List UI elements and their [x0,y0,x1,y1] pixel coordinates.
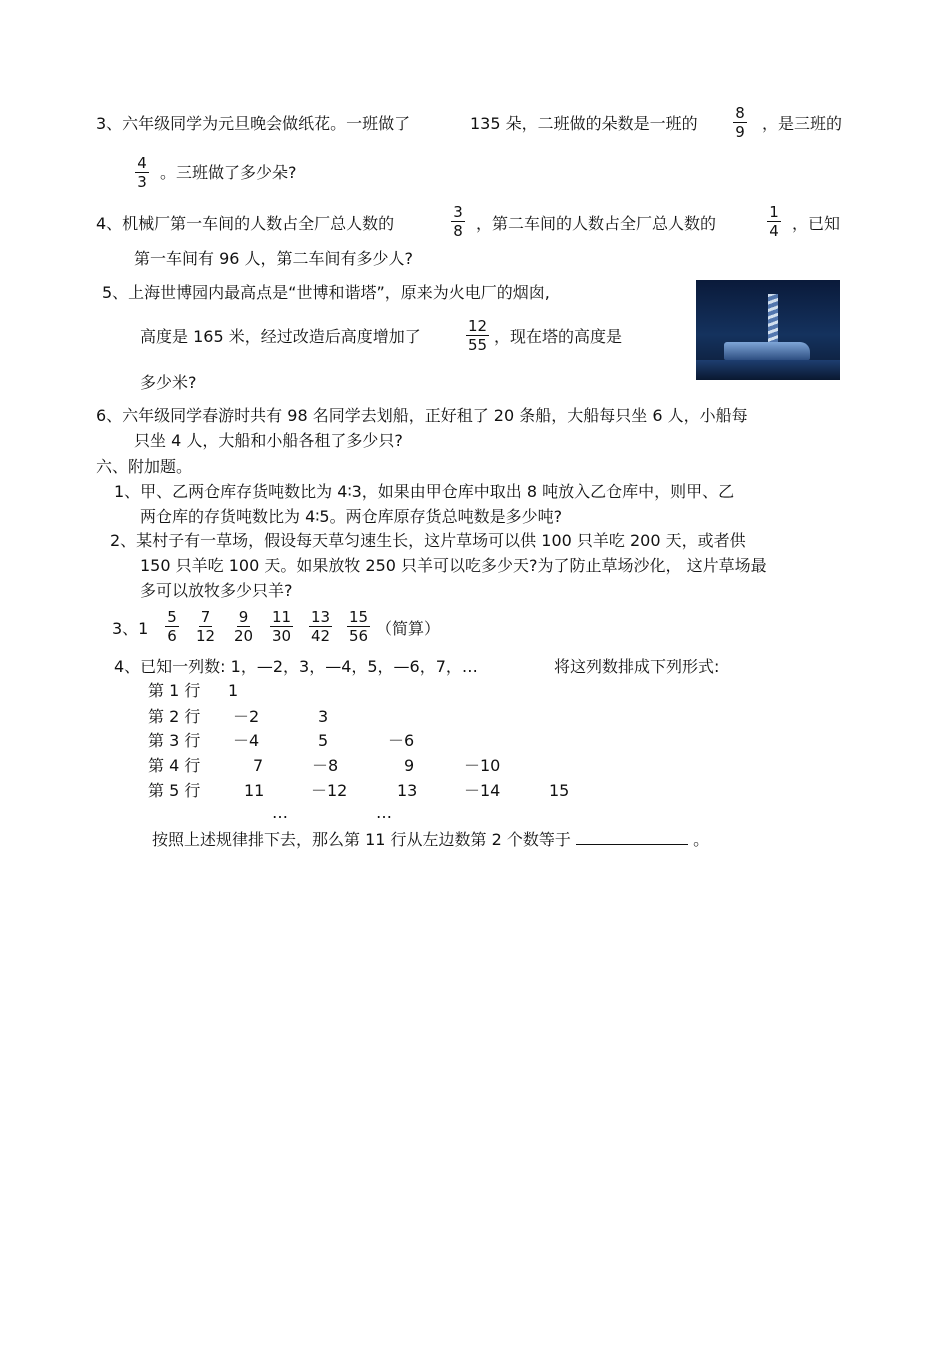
a3-fraction-2 [194,608,217,645]
row-label: 第 4 行 [148,756,201,775]
row-cell: 13 [397,781,418,800]
row-label: 第 3 行 [148,731,201,750]
row-cell: －2 [233,707,260,726]
row-cell: 5 [318,731,329,750]
a3-fraction-numerator: 9 [238,608,249,626]
q3-fraction-1-denominator: 9 [735,123,745,141]
q5-line2-part1: 高度是 165 米，经过改造后高度增加了 [140,327,421,346]
row-cell: －8 [312,756,339,775]
q6-line2: 只坐 4 人，大船和小船各租了多少只? [134,431,403,450]
q3-line1-part2: 135 朵，二班做的朵数是一班的 [470,114,698,133]
a3-note: （简算） [376,619,441,638]
answer-blank[interactable] [576,830,688,845]
q3-fraction-1 [732,104,748,141]
a3-fraction-numerator: 13 [311,608,331,626]
a4-conclusion [152,830,709,850]
q3-fraction-2 [134,154,150,191]
a3-fraction-6 [347,608,370,645]
building-shape [724,342,810,360]
q4-fraction-1 [450,203,466,240]
q4-fraction-1-numerator: 3 [453,203,463,221]
row-cell: 9 [404,756,415,775]
row-label: 第 5 行 [148,781,201,800]
q6-line1: 6、六年级同学春游时共有 98 名同学去划船，正好租了 20 条船，大船每只坐 6 人，小船每 [96,406,748,425]
a3-fraction-denominator: 30 [272,627,292,645]
a3-fraction-numerator: 5 [167,608,177,626]
row-label: 第 2 行 [148,707,201,726]
q5-fraction-numerator: 12 [468,317,488,335]
q3-fraction-2-denominator: 3 [137,173,147,191]
a3-fraction-denominator: 6 [167,627,177,645]
q4-line1-part1: 4、机械厂第一车间的人数占全厂总人数的 [96,214,395,233]
a2-line2: 150 只羊吃 100 天。如果放牧 250 只羊可以吃多少天?为了防止草场沙化， 这片草场最 [140,556,767,575]
a3-fraction-4 [270,608,293,645]
a3-fraction-5 [309,608,332,645]
a3-fraction-denominator: 42 [311,627,331,645]
tower-photo [696,280,840,380]
q5-fraction-denominator: 55 [468,336,488,354]
q4-line1-part2: ，第二车间的人数占全厂总人数的 [476,214,717,233]
q5-line3: 多少米? [140,373,197,392]
a2-line3: 多可以放牧多少只羊? [140,581,293,600]
a4-conclusion-text: 按照上述规律排下去，那么第 11 行从左边数第 2 个数等于 [152,830,571,849]
q3-line1-part1: 3、六年级同学为元旦晚会做纸花。一班做了 [96,114,411,133]
row-cell: 3 [318,707,329,726]
q4-line2: 第一车间有 96 人，第二车间有多少人? [134,249,414,268]
a4-conclusion-end: 。 [693,830,710,849]
water-reflection [696,360,840,380]
row-cell: 11 [244,781,265,800]
row-cell: －4 [233,731,260,750]
row-cell: －10 [464,756,501,775]
a1-line2: 两仓库的存货吨数比为 4∶5。两仓库原存货总吨数是多少吨? [140,507,563,526]
a3-fraction-denominator: 56 [349,627,369,645]
row-cell: 7 [253,756,264,775]
q4-line1-part3: ，已知 [792,214,841,233]
a3-fraction-1 [164,608,180,645]
row-label: 第 1 行 [148,681,201,700]
a3-fraction-numerator: 15 [349,608,369,626]
q5-line1: 5、上海世博园内最高点是“世博和谐塔”，原来为火电厂的烟囱, [102,283,550,302]
q4-fraction-2 [766,203,782,240]
q5-fraction [466,317,489,354]
q4-fraction-2-numerator: 1 [769,203,779,221]
q3-line2: 。三班做了多少朵? [160,163,297,182]
row-cell: 1 [228,681,239,700]
q3-fraction-2-numerator: 4 [137,154,147,172]
a3-fraction-denominator: 20 [234,627,254,645]
q5-line2-part2: ，现在塔的高度是 [494,327,623,346]
a3-fraction-numerator: 11 [272,608,292,626]
q3-fraction-1-numerator: 8 [735,104,745,122]
a3-prefix: 3、1 [112,619,149,638]
ellipsis: … [376,803,392,822]
a3-fraction-numerator: 7 [200,608,211,626]
a4-intro-part2: 将这列数排成下列形式: [554,657,720,676]
a3-fraction-3 [232,608,255,645]
row-cell: －12 [311,781,348,800]
a2-line1: 2、某村子有一草场，假设每天草匀速生长，这片草场可以供 100 只羊吃 200 天，或者供 [110,531,746,550]
a4-intro-part1: 4、已知一列数: 1，—2，3，—4，5，—6，7，… [114,657,478,676]
row-cell: 15 [549,781,570,800]
q4-fraction-1-denominator: 8 [453,222,463,240]
a3-fraction-denominator: 12 [196,627,216,645]
q3-line1-part3: ，是三班的 [762,114,843,133]
q4-fraction-2-denominator: 4 [769,222,779,240]
row-cell: －14 [464,781,501,800]
a1-line1: 1、甲、乙两仓库存货吨数比为 4∶3，如果由甲仓库中取出 8 吨放入乙仓库中，则甲、乙 [114,482,735,501]
section-heading: 六、附加题。 [96,457,193,476]
ellipsis: … [272,803,288,822]
row-cell: －6 [388,731,415,750]
